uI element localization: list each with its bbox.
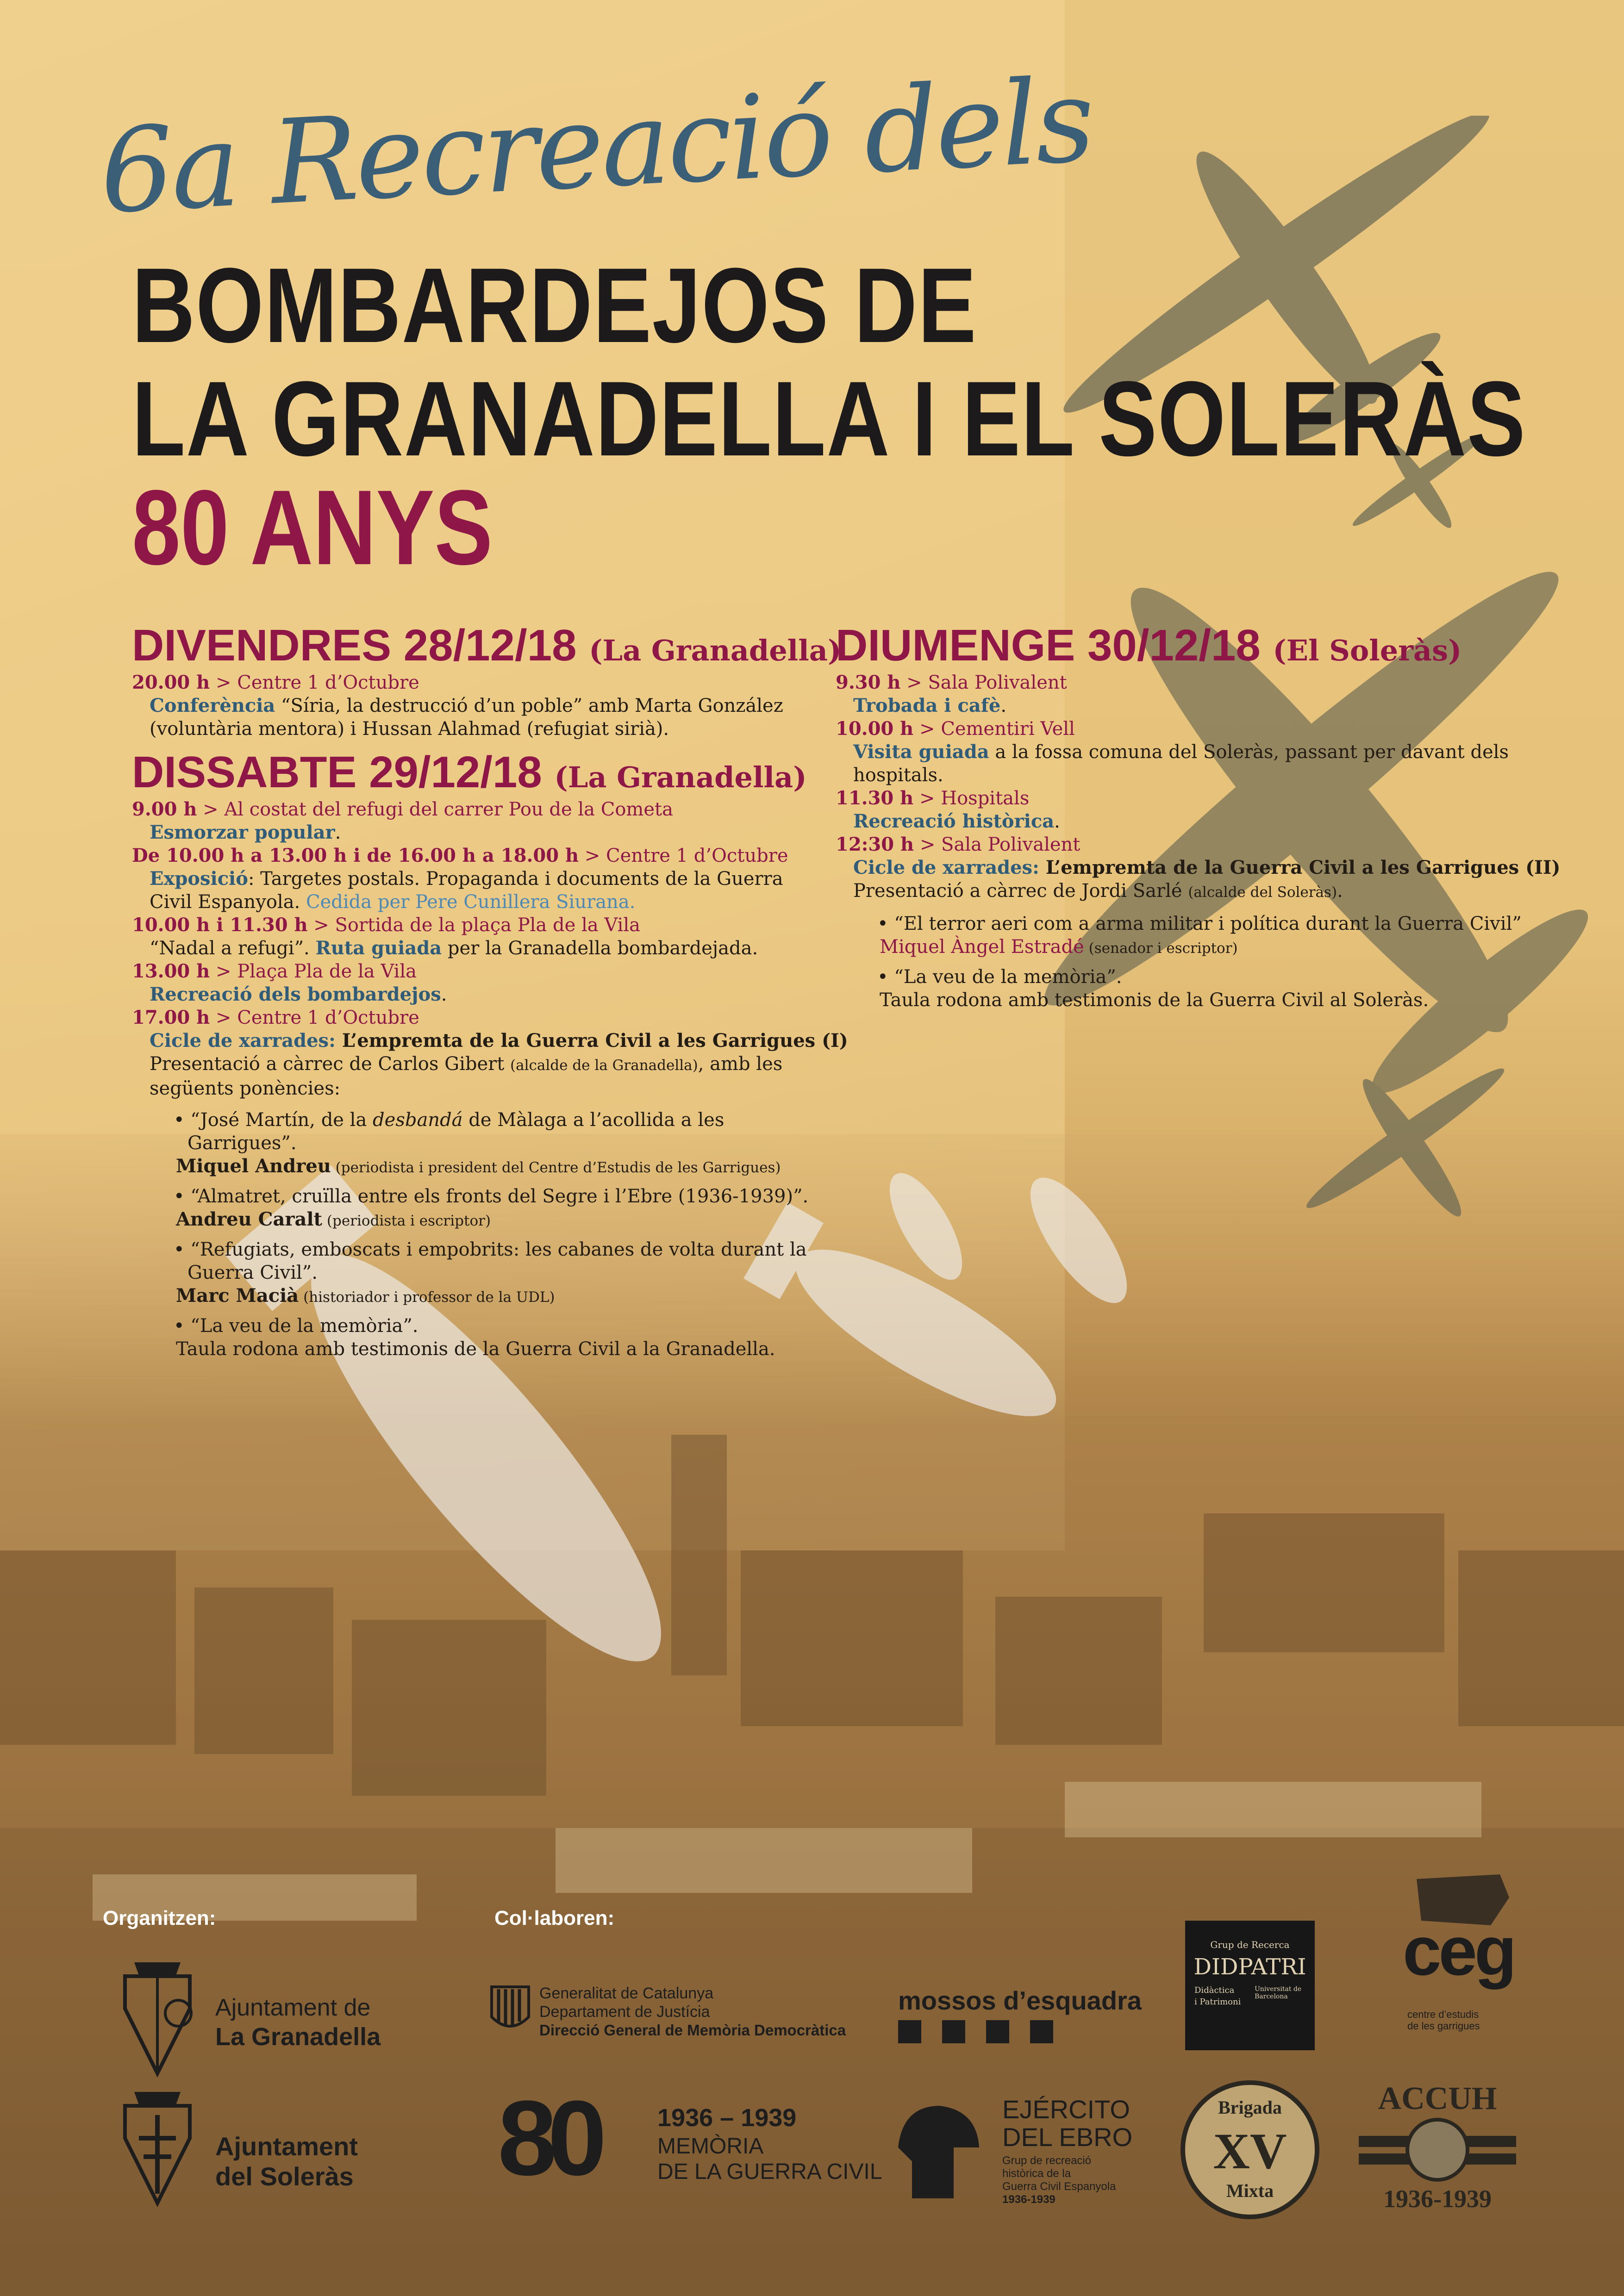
sunday-event-1-time: 9.30 h > Sala Polivalent <box>836 672 1067 693</box>
sunday-event-2-desc-2: hospitals. <box>853 765 943 786</box>
sunday-heading: DIUMENGE 30/12/18 (El Soleràs) <box>836 621 1462 670</box>
talk-1-cont: Garrigues”. <box>187 1132 297 1154</box>
accuh-wings-icon <box>1359 2117 1516 2182</box>
soldier-helmet-icon <box>884 2097 986 2212</box>
friday-event-1-time: 20.00 h > Centre 1 d’Octubre <box>132 672 419 693</box>
gencat-line-1: Generalitat de Catalunya <box>539 1985 714 2002</box>
talk-1: • “José Martín, de la desbandá de Màlaga a l’acollida a les <box>174 1109 725 1131</box>
soleras-name-line-2: del Soleràs <box>215 2162 354 2191</box>
memoria-line-2: DE LA GUERRA CIVIL <box>657 2159 882 2184</box>
talk-3-speaker: Marc Macià (historiador i professor de la UDL) <box>176 1285 555 1307</box>
brigada-bot: Mixta <box>1226 2180 1274 2201</box>
accuh-years: 1936-1939 <box>1383 2185 1492 2213</box>
saturday-event-4-desc: Recreació dels bombardejos. <box>150 983 447 1005</box>
saturday-event-3-time: 10.00 h i 11.30 h > Sortida de la plaça Pla de la Vila <box>132 914 640 936</box>
ebro-line-2: DEL EBRO <box>1002 2122 1133 2152</box>
talk-4: • “La veu de la memòria”. <box>174 1315 418 1337</box>
generalitat-logo-icon <box>487 1985 533 2035</box>
sunday-talk-2-desc: Taula rodona amb testimonis de la Guerra Civil al Soleràs. <box>880 989 1429 1011</box>
title-line-2: LA GRANADELLA I EL SOLERÀS <box>132 359 1526 478</box>
saturday-event-5-time: 17.00 h > Centre 1 d’Octubre <box>132 1007 419 1028</box>
ebro-sub-1: Grup de recreació <box>1002 2154 1092 2167</box>
ebro-sub-2: històrica de la <box>1002 2167 1071 2180</box>
granadella-name-line-1: Ajuntament de <box>215 1994 371 2021</box>
program-left-column <box>132 620 863 1361</box>
ebro-sub-3: Guerra Civil Espanyola <box>1002 2180 1116 2193</box>
saturday-heading: DISSABTE 29/12/18 (La Granadella) <box>132 747 807 797</box>
saturday-event-2-desc: Exposició: Targetes postals. Propaganda i documents de la Guerra <box>150 868 783 890</box>
mossos-name: mossos d’esquadra <box>898 1986 1142 2015</box>
mossos-squares-icon <box>898 2020 1056 2045</box>
accuh-top: ACCUH <box>1378 2081 1497 2116</box>
brigada-top: Brigada <box>1218 2097 1282 2118</box>
talk-4-desc: Taula rodona amb testimonis de la Guerra Civil a la Granadella. <box>176 1338 775 1360</box>
saturday-event-1-desc: Esmorzar popular. <box>150 821 341 843</box>
brigada-xv-logo <box>1181 2080 1319 2219</box>
saturday-event-3-desc: “Nadal a refugi”. Ruta guiada per la Granadella bombardejada. <box>150 937 758 959</box>
brigada-mid: XV <box>1213 2123 1287 2179</box>
sunday-event-4-time: 12:30 h > Sala Polivalent <box>836 834 1081 855</box>
title-80-anys: 80 ANYS <box>132 468 493 587</box>
didpatri-logo <box>1185 1921 1315 2050</box>
sunday-talk-1-speaker: Miquel Àngel Estradé (senador i escriptor) <box>880 936 1238 958</box>
ebro-sub-4: 1936-1939 <box>1002 2193 1056 2206</box>
friday-event-1-desc-2: (voluntària mentora) i Hussan Alahmad (refugiat sirià). <box>150 718 669 740</box>
sunday-event-3-desc: Recreació històrica. <box>853 810 1060 832</box>
granadella-coat-of-arms-icon <box>111 1958 204 2078</box>
sunday-event-2-desc: Visita guiada a la fossa comuna del Soleràs, passant per davant dels <box>853 741 1509 763</box>
didpatri-sub-3: Universitat de Barcelona <box>1255 1985 1302 2000</box>
ceg-sub-1: centre d’estudis <box>1407 2009 1479 2020</box>
accuh-logo <box>1359 2080 1516 2219</box>
saturday-event-5-title: Cicle de xarrades: L’empremta de la Guerra Civil a les Garrigues (I) <box>150 1030 848 1052</box>
saturday-event-2-desc-2: Civil Espanyola. Cedida per Pere Cunillera Siurana. <box>150 891 636 913</box>
talk-3-cont: Guerra Civil”. <box>187 1262 318 1283</box>
soleras-name-line-1: Ajuntament <box>215 2132 358 2161</box>
saturday-event-4-time: 13.00 h > Plaça Pla de la Vila <box>132 960 417 982</box>
sunday-talk-1: • “El terror aeri com a arma militar i política durant la Guerra Civil” <box>877 913 1522 934</box>
didpatri-sub-2: i Patrimoni <box>1194 1997 1241 2007</box>
friday-event-1-desc: Conferència “Síria, la destrucció d’un poble” amb Marta González <box>150 695 783 716</box>
sunday-event-3-time: 11.30 h > Hospitals <box>836 787 1030 809</box>
sunday-event-4-title: Cicle de xarrades: L’empremta de la Guerra Civil a les Garrigues (II) <box>853 857 1561 878</box>
saturday-event-5-intro: Presentació a càrrec de Carlos Gibert (alcalde de la Granadella), amb les <box>150 1053 783 1075</box>
granadella-name-line-2: La Granadella <box>215 2023 381 2051</box>
ebro-line-1: EJÉRCITO <box>1002 2095 1130 2124</box>
memoria-years: 1936 – 1939 <box>657 2104 797 2132</box>
sunday-talk-2: • “La veu de la memòria”. <box>877 966 1122 988</box>
program-right-column <box>836 620 1561 1012</box>
ceg-name: ceg <box>1403 1912 1514 1990</box>
collaborators-label: Col·laboren: <box>494 1907 615 1929</box>
memoria-80-logo: 80 <box>498 2078 598 2197</box>
sunday-event-4-intro: Presentació a càrrec de Jordi Sarlé (alcalde del Soleràs). <box>853 880 1343 902</box>
organizers-label: Organitzen: <box>103 1907 216 1929</box>
gencat-line-2: Departament de Justícia <box>539 2003 710 2021</box>
title-line-1: BOMBARDEJOS DE <box>132 246 977 365</box>
soleras-coat-of-arms-icon <box>111 2087 204 2208</box>
script-subtitle: 6a Recreació dels <box>96 53 1095 239</box>
talk-3: • “Refugiats, emboscats i empobrits: les cabanes de volta durant la <box>174 1239 807 1260</box>
didpatri-name: DIDPATRI <box>1193 1954 1306 1980</box>
friday-heading: DIVENDRES 28/12/18 (La Granadella) <box>132 621 842 670</box>
talk-2: • “Almatret, cruïlla entre els fronts del Segre i l’Ebre (1936-1939)”. <box>174 1186 809 1207</box>
didpatri-top: Grup de Recerca <box>1210 1939 1290 1950</box>
bomb-icon <box>1013 1164 1144 1317</box>
talk-1-speaker: Miquel Andreu (periodista i president del Centre d’Estudis de les Garrigues) <box>176 1155 781 1177</box>
ceg-sub-2: de les garrigues <box>1407 2020 1480 2032</box>
gencat-line-3: Direcció General de Memòria Democràtica <box>539 2022 846 2039</box>
didpatri-sub-1: Didàctica <box>1194 1985 1235 1995</box>
sunday-event-1-desc: Trobada i cafè. <box>853 695 1007 716</box>
memoria-line-1: MEMÒRIA <box>657 2134 764 2159</box>
saturday-event-1-time: 9.00 h > Al costat del refugi del carrer Pou de la Cometa <box>132 798 673 820</box>
sunday-event-2-time: 10.00 h > Cementiri Vell <box>836 718 1075 740</box>
saturday-event-2-time: De 10.00 h a 13.00 h i de 16.00 h a 18.00 h > Centre 1 d’Octubre <box>132 845 788 866</box>
saturday-event-5-intro-2: següents ponències: <box>150 1078 341 1099</box>
talk-2-speaker: Andreu Caralt (periodista i escriptor) <box>176 1208 491 1230</box>
